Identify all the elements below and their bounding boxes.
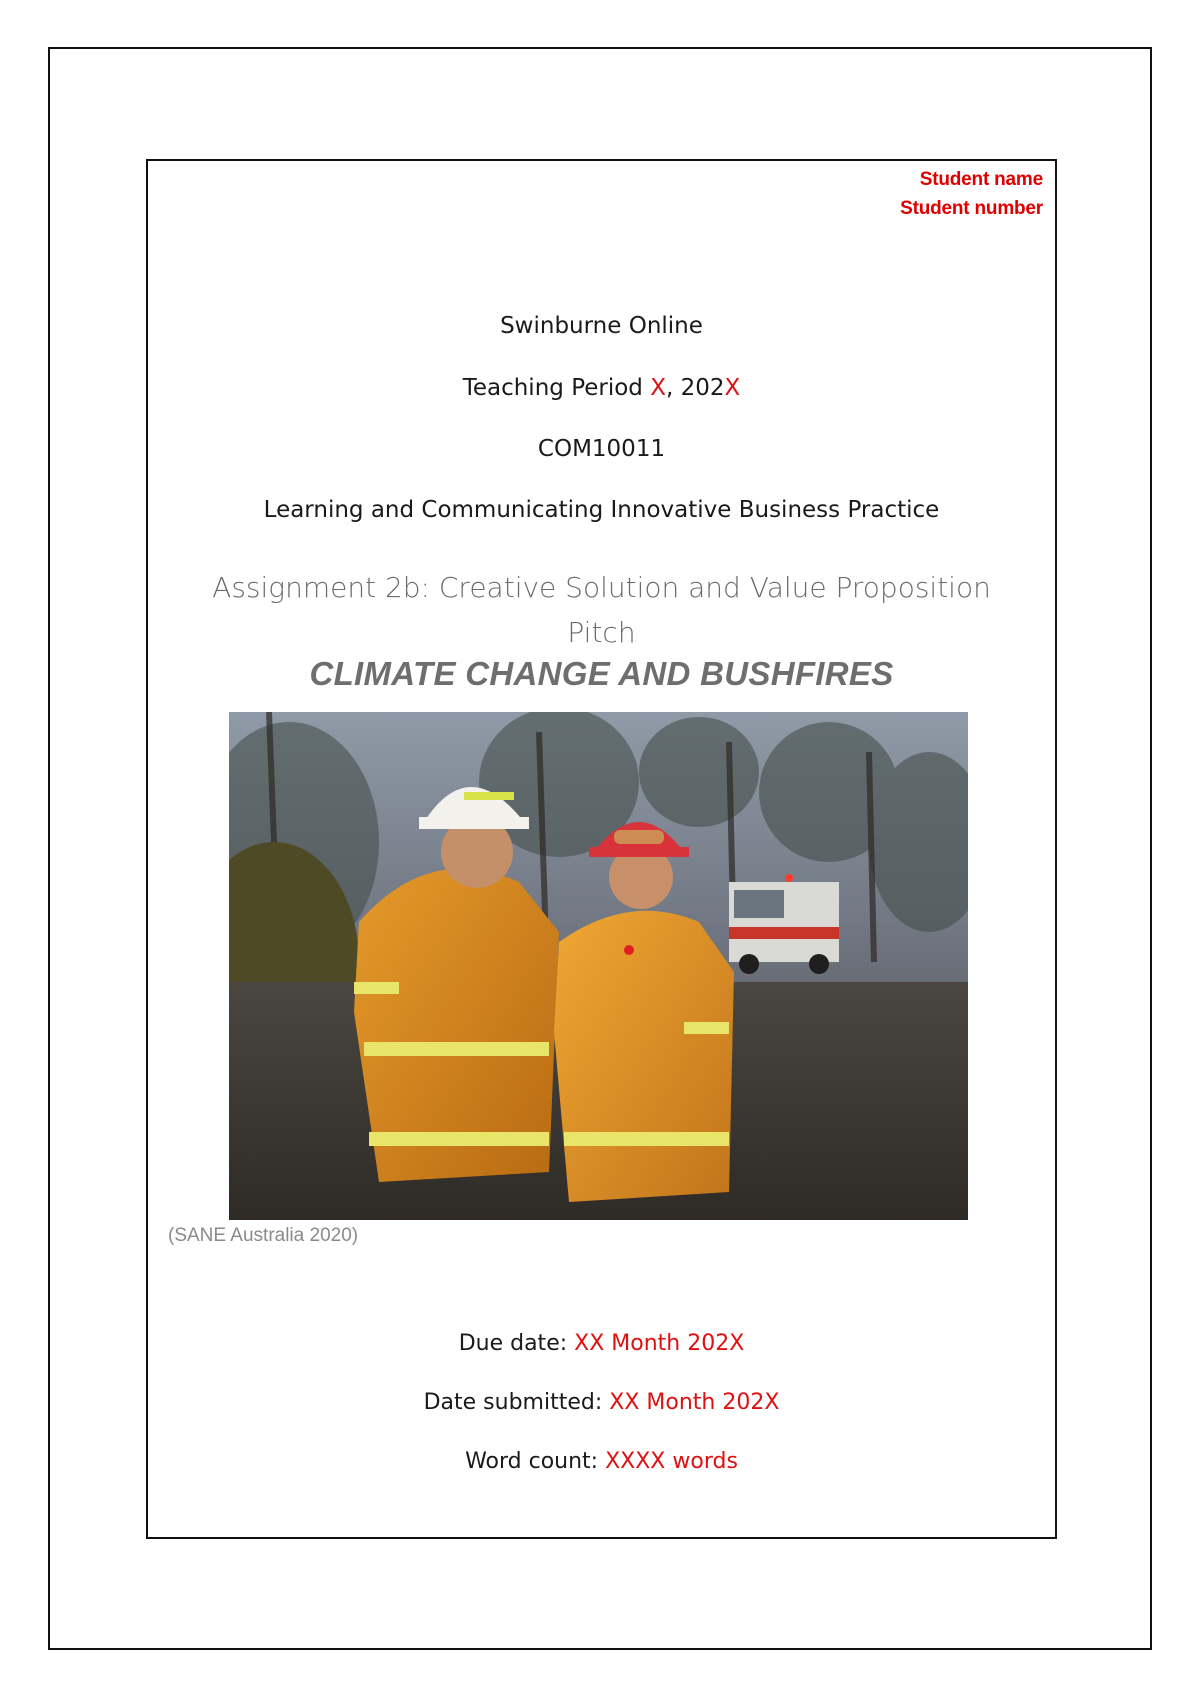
due-date-label: Due date:	[458, 1331, 575, 1356]
unit-name: Learning and Communicating Innovative Business Practice	[263, 497, 940, 523]
student-name[interactable]: Student name	[919, 169, 1043, 190]
institution-name: Swinburne Online	[500, 313, 703, 339]
word-count	[148, 1449, 1055, 1474]
teaching-period-placeholder[interactable]: X	[650, 375, 666, 401]
date-submitted	[148, 1390, 1055, 1415]
due-date-value[interactable]: XX Month 202X	[574, 1331, 745, 1356]
assignment-topic: CLIMATE CHANGE AND BUSHFIRES	[309, 655, 894, 692]
date-submitted-value[interactable]: XX Month 202X	[609, 1390, 780, 1415]
student-info	[900, 165, 1043, 223]
unit-code: COM10011	[537, 436, 666, 462]
teaching-period-year-placeholder[interactable]: X	[724, 375, 741, 401]
teaching-period	[148, 375, 1055, 401]
student-number[interactable]: Student number	[900, 198, 1043, 219]
due-date	[148, 1331, 1055, 1356]
word-count-label: Word count:	[465, 1449, 606, 1474]
image-caption: (SANE Australia 2020)	[168, 1225, 359, 1246]
date-submitted-label: Date submitted:	[423, 1390, 610, 1415]
teaching-period-prefix: Teaching Period	[462, 375, 651, 401]
cover-page	[146, 159, 1057, 1539]
word-count-value[interactable]: XXXX words	[605, 1449, 738, 1474]
firefighters-photo	[229, 712, 968, 1220]
teaching-period-year: , 202	[665, 375, 725, 401]
assignment-title: Assignment 2b: Creative Solution and Value Proposition Pitch	[212, 571, 991, 649]
